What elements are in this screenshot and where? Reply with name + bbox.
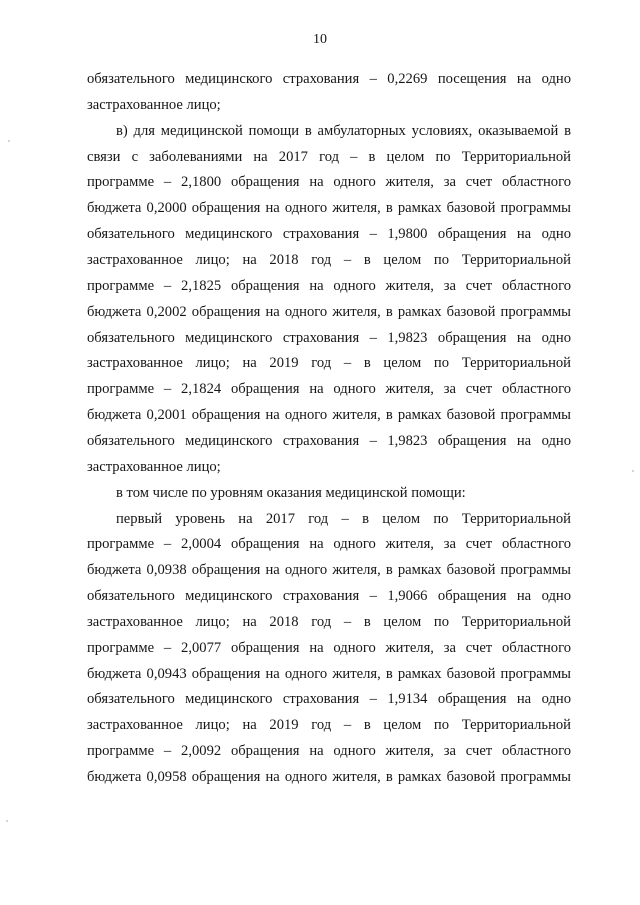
text-line: в том числе по уровням оказания медицинской помощи: xyxy=(116,484,466,501)
text-line: обязательного медицинского страхования – 1,9800 обращения на одно xyxy=(87,226,571,243)
text-line: застрахованное лицо; на 2019 год – в целом по Территориальной xyxy=(87,717,571,734)
page-number: 10 xyxy=(313,32,327,47)
text-line: бюджета 0,2002 обращения на одного жителя, в рамках базовой программы xyxy=(87,303,571,320)
text-line: программе – 2,0092 обращения на одного жителя, за счет областного xyxy=(87,743,571,760)
text-line: застрахованное лицо; xyxy=(87,458,221,475)
text-line: связи с заболеваниями на 2017 год – в целом по Территориальной xyxy=(87,148,571,165)
text-line: застрахованное лицо; на 2018 год – в целом по Территориальной xyxy=(87,613,571,630)
scan-speck xyxy=(8,140,10,142)
text-line: программе – 2,1825 обращения на одного жителя, за счет областного xyxy=(87,277,571,294)
text-line: программе – 2,1824 обращения на одного жителя, за счет областного xyxy=(87,381,571,398)
text-line: обязательного медицинского страхования – 1,9134 обращения на одно xyxy=(87,691,571,708)
text-line: застрахованное лицо; xyxy=(87,96,221,113)
scan-speck xyxy=(632,470,634,472)
text-line: обязательного медицинского страхования – 1,9823 обращения на одно xyxy=(87,329,571,346)
text-line: обязательного медицинского страхования – 1,9066 обращения на одно xyxy=(87,588,571,604)
text-line: застрахованное лицо; на 2019 год – в целом по Территориальной xyxy=(87,355,571,372)
text-line: застрахованное лицо; на 2018 год – в целом по Территориальной xyxy=(87,252,571,268)
text-line: бюджета 0,2001 обращения на одного жителя, в рамках базовой программы xyxy=(87,407,571,424)
text-line: программе – 2,0077 обращения на одного жителя, за счет областного xyxy=(87,639,571,656)
text-line: бюджета 0,0958 обращения на одного жителя, в рамках базовой программы xyxy=(87,769,571,785)
text-line: программе – 2,0004 обращения на одного жителя, за счет областного xyxy=(87,536,571,553)
text-line: в) для медицинской помощи в амбулаторных условиях, оказываемой в xyxy=(116,122,571,139)
text-line: первый уровень на 2017 год – в целом по Территориальной xyxy=(116,510,571,527)
scan-speck xyxy=(6,820,8,822)
text-line: программе – 2,1800 обращения на одного жителя, за счет областного xyxy=(87,174,571,191)
text-line: бюджета 0,2000 обращения на одного жителя, в рамках базовой программы xyxy=(87,200,571,217)
text-line: бюджета 0,0938 обращения на одного жителя, в рамках базовой программы xyxy=(87,562,571,579)
text-line: обязательного медицинского страхования – 1,9823 обращения на одно xyxy=(87,432,571,449)
text-line: бюджета 0,0943 обращения на одного жителя, в рамках базовой программы xyxy=(87,665,571,682)
text-line: обязательного медицинского страхования – 0,2269 посещения на одно xyxy=(87,71,571,87)
